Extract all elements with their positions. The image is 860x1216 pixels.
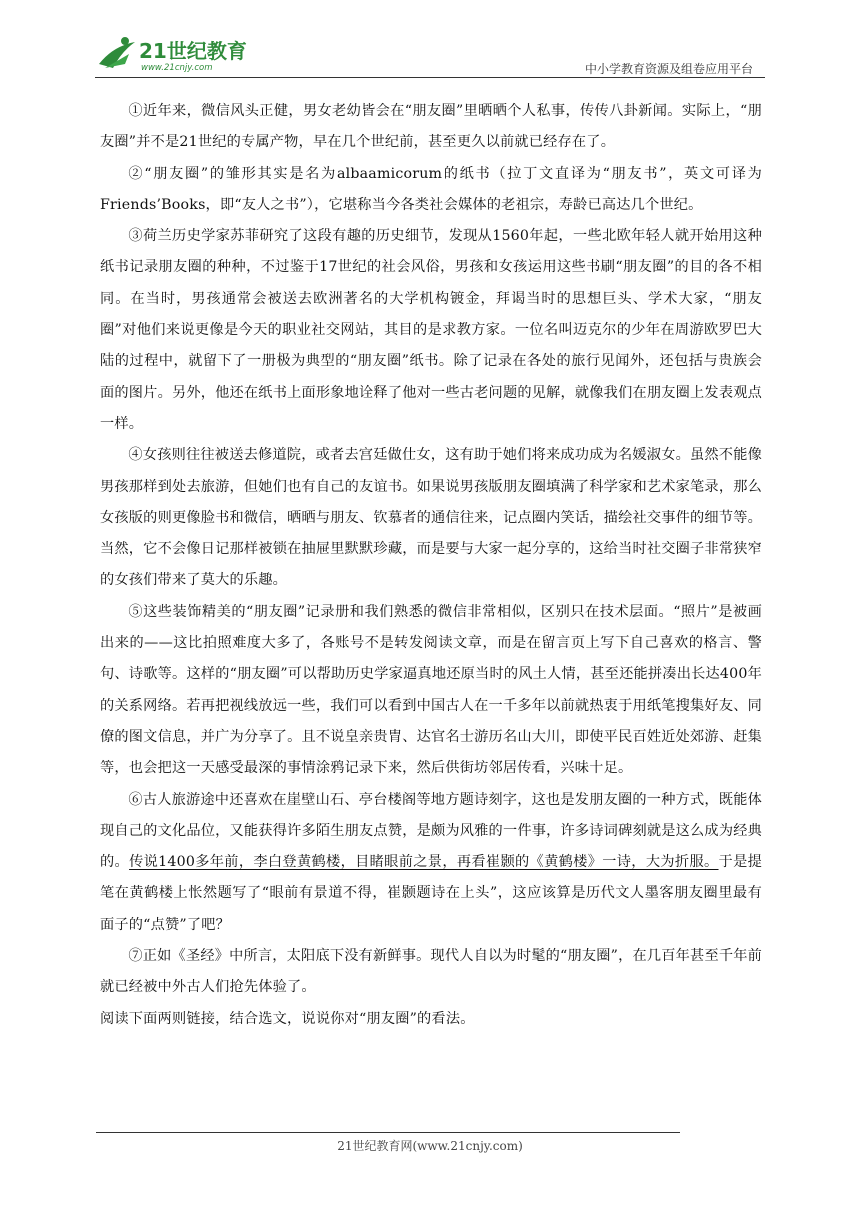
paragraph-6-post: 于是提笔在黄鹤楼上怅然题写了“眼前有景道不得，崔颢题诗在上头”，这应该算是历代文人墨客朋友圈里最有面子的“点赞”了吧？ [100,854,762,933]
logo-url: www.21cnjy.com [141,63,213,73]
paragraph-1: ①近年来，微信风头正健，男女老幼皆会在“朋友圈”里晒晒个人私事，传传八卦新闻。实际上，“朋友圈”并不是21世纪的专属产物，早在几个世纪前，甚至更久以前就已经存在了。 [100,103,762,151]
paragraph-3: ③荷兰历史学家苏菲研究了这段有趣的历史细节，发现从1560年起，一些北欧年轻人就开始用这种纸书记录朋友圈的种种，不过鉴于17世纪的社会风俗，男孩和女孩运用这些书刷“朋友圈”的目的各不相同。在当时，男孩通常会被送去欧洲著名的大学机构镀金，拜谒当时的思想巨头、学术大家，“朋友圈”对他们来说更像是今天的职业社交网站，其目的是求教方家。一位名叫迈克尔的少年在周游欧罗巴大陆的过程中，就留下了一册极为典型的“朋友圈”纸书。除了记录在各处的旅行见闻外，还包括与贵族会面的图片。另外，他还在纸书上面形象地诠释了他对一些古老问题的见解，就像我们在朋友圈上发表观点一样。 [100,228,762,432]
paragraph-2: ②“朋友圈”的雏形其实是名为albaamicorum的纸书（拉丁文直译为“朋友书”，英文可译为Friends’Books，即“友人之书”），它堪称当今各类社会媒体的老祖宗，寿龄已高达几个世纪。 [100,165,762,213]
question-prompt: 阅读下面两则链接，结合选文，说说你对“朋友圈”的看法。 [100,1010,475,1027]
page-header [95,30,765,78]
header-divider [95,77,765,78]
footer-text: 21世纪教育网(www.21cnjy.com) [337,1139,523,1153]
paragraph-6-pre: ⑥古人旅游途中还喜欢在崖壁山石、亭台楼阁等地方题诗刻字，这也是发朋友圈的一种方式，既能体现自己的文化品位，又能获得许多陌生朋友点赞，是颇为风雅的一件事，许多诗词碑刻就是这么成为经典的。 [100,791,762,871]
logo-text: 21世纪教育 [139,39,247,63]
footer-divider [96,1132,680,1133]
article-body [100,96,762,1035]
paragraph-5: ⑤这些装饰精美的“朋友圈”记录册和我们熟悉的微信非常相似，区别只在技术层面。“照片”是被画出来的——这比拍照难度大多了，各账号不是转发阅读文章，而是在留言页上写下自己喜欢的格言、警句、诗歌等。这样的“朋友圈”可以帮助历史学家逼真地还原当时的风土人情，甚至还能拼凑出长达400年的关系网络。若再把视线放远一些，我们可以看到中国古人在一千多年以前就热衷于用纸笔搜集好友、同僚的图文信息，并广为分享了。且不说皇亲贵胄、达官名士游历名山大川，即使平民百姓近处郊游、赶集等，也会把这一天感受最深的事情涂鸦记录下来，然后供街坊邻居传看，兴味十足。 [100,603,762,777]
underlined-sentence: 传说1400多年前，李白登黄鹤楼，目睹眼前之景，再看崔颢的《黄鹤楼》一诗，大为折服。 [129,854,719,871]
paragraph-6 [100,785,762,941]
logo-21cnjy [95,34,265,74]
paragraph-4: ④女孩则往往被送去修道院，或者去宫廷做仕女，这有助于她们将来成功成为名媛淑女。虽然不能像男孩那样到处去旅游，但她们也有自己的友谊书。如果说男孩版朋友圈填满了科学家和艺术家笔录，那么女孩版的则更像脸书和微信，晒晒与朋友、钦慕者的通信往来，记点圈内笑话，描绘社交事件的细节等。当然，它不会像日记那样被锁在抽屉里默默珍藏，而是要与大家一起分享的，这给当时社交圈子非常狭窄的女孩们带来了莫大的乐趣。 [100,447,762,589]
paragraph-7: ⑦正如《圣经》中所言，太阳底下没有新鲜事。现代人自以为时髦的“朋友圈”，在几百年甚至千年前就已经被中外古人们抢先体验了。 [100,948,762,996]
platform-label: 中小学教育资源及组卷应用平台 [584,62,753,76]
